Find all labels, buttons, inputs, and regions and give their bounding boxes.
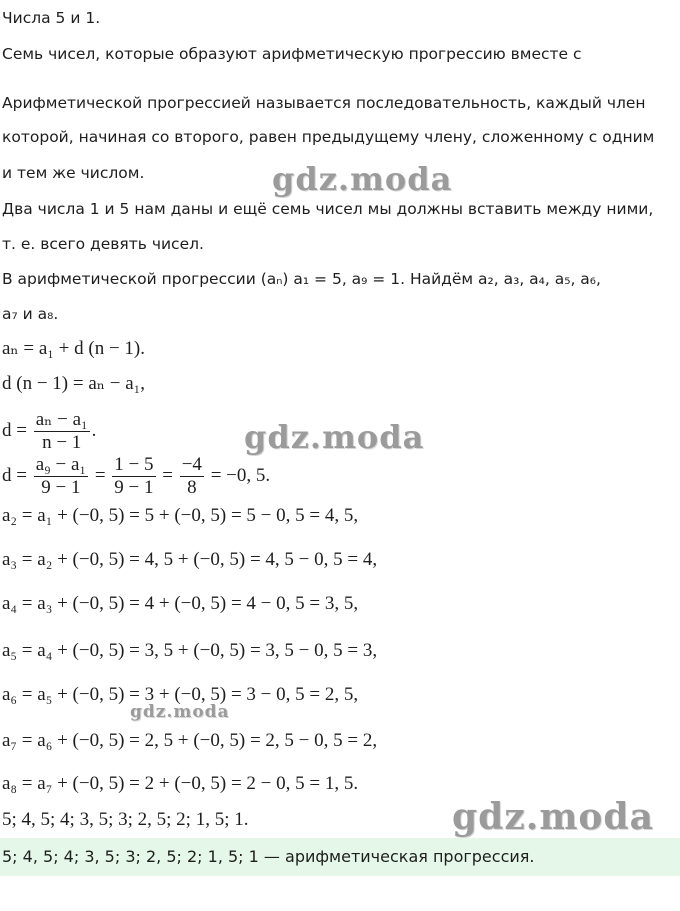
term-a3: a₃ = a₂ + (−0, 5) = 4, 5 + (−0, 5) = 4, 5 − 0, 5 = 4, — [2, 549, 378, 570]
watermark: gdz.moda — [452, 796, 654, 838]
definition-line-2: которой, начиная со второго, равен предыдущему члену, сложенному с одним — [2, 128, 655, 146]
fraction-2-denominator: 9 − 1 — [114, 477, 154, 498]
fraction-2-numerator: 1 − 5 — [114, 454, 154, 475]
term-a4: a₄ = a₃ + (−0, 5) = 4 + (−0, 5) = 4 − 0, 5 = 3, 5, — [2, 593, 359, 614]
formula-general: aₙ = a₁ + d (n − 1). — [2, 338, 146, 359]
d-value-fraction-2 — [112, 454, 155, 499]
progression-line-2: a₇ и a₈. — [2, 305, 59, 323]
watermark: gdz.moda — [130, 702, 230, 722]
fraction-1-denominator: 9 − 1 — [41, 477, 81, 498]
term-a8: a₈ = a₇ + (−0, 5) = 2 + (−0, 5) = 2 − 0, 5 = 1, 5. — [2, 773, 359, 794]
definition-line-3: и тем же числом. — [2, 164, 145, 182]
given-line-1: Два числа 1 и 5 нам даны и ещё семь чисел мы должны вставить между ними, — [2, 200, 654, 218]
d-value-fraction-3 — [180, 454, 204, 499]
intro-line: Числа 5 и 1. — [2, 9, 101, 27]
d-lhs: d = — [2, 419, 27, 441]
d-value-lhs: d = — [2, 464, 27, 486]
equals-sign: = — [94, 464, 106, 486]
watermark: gdz.moda — [244, 418, 425, 456]
d-end: . — [91, 419, 97, 441]
fraction-3-denominator: 8 — [187, 477, 197, 498]
task-line: Семь чисел, которые образуют арифметическую прогрессию вместе с — [2, 45, 582, 63]
term-a5: a₅ = a₄ + (−0, 5) = 3, 5 + (−0, 5) = 3, 5 − 0, 5 = 3, — [2, 640, 378, 661]
fraction-3-numerator: −4 — [181, 454, 202, 475]
d-fraction — [34, 409, 90, 454]
watermark: gdz.moda — [272, 160, 453, 198]
d-fraction-numerator: aₙ − a₁ — [35, 409, 88, 430]
formula-d-value — [2, 454, 270, 499]
fraction-1-numerator: a₉ − a₁ — [35, 454, 87, 475]
term-a6: a₆ = a₅ + (−0, 5) = 3 + (−0, 5) = 3 − 0, 5 = 2, 5, — [2, 684, 359, 705]
d-value-fraction-1 — [34, 454, 88, 499]
formula-transformed: d (n − 1) = aₙ − a₁, — [2, 373, 146, 394]
progression-line-1: В арифметической прогрессии (aₙ) a₁ = 5, a₉ = 1. Найдём a₂, a₃, a₄, a₅, a₆, — [2, 270, 601, 288]
term-a7: a₇ = a₆ + (−0, 5) = 2, 5 + (−0, 5) = 2, 5 − 0, 5 = 2, — [2, 730, 378, 751]
given-line-2: т. е. всего девять чисел. — [2, 235, 204, 253]
definition-line-1: Арифметической прогрессией называется последовательность, каждый член — [2, 94, 646, 112]
formula-d — [2, 409, 96, 454]
sequence-line: 5; 4, 5; 4; 3, 5; 3; 2, 5; 2; 1, 5; 1. — [2, 809, 249, 830]
term-a2: a₂ = a₁ + (−0, 5) = 5 + (−0, 5) = 5 − 0, 5 = 4, 5, — [2, 505, 359, 526]
d-value-result: = −0, 5. — [210, 464, 271, 486]
equals-sign: = — [162, 464, 173, 486]
d-fraction-denominator: n − 1 — [42, 432, 82, 453]
answer-line: 5; 4, 5; 4; 3, 5; 3; 2, 5; 2; 1, 5; 1 — арифметическая прогрессия. — [2, 847, 535, 866]
